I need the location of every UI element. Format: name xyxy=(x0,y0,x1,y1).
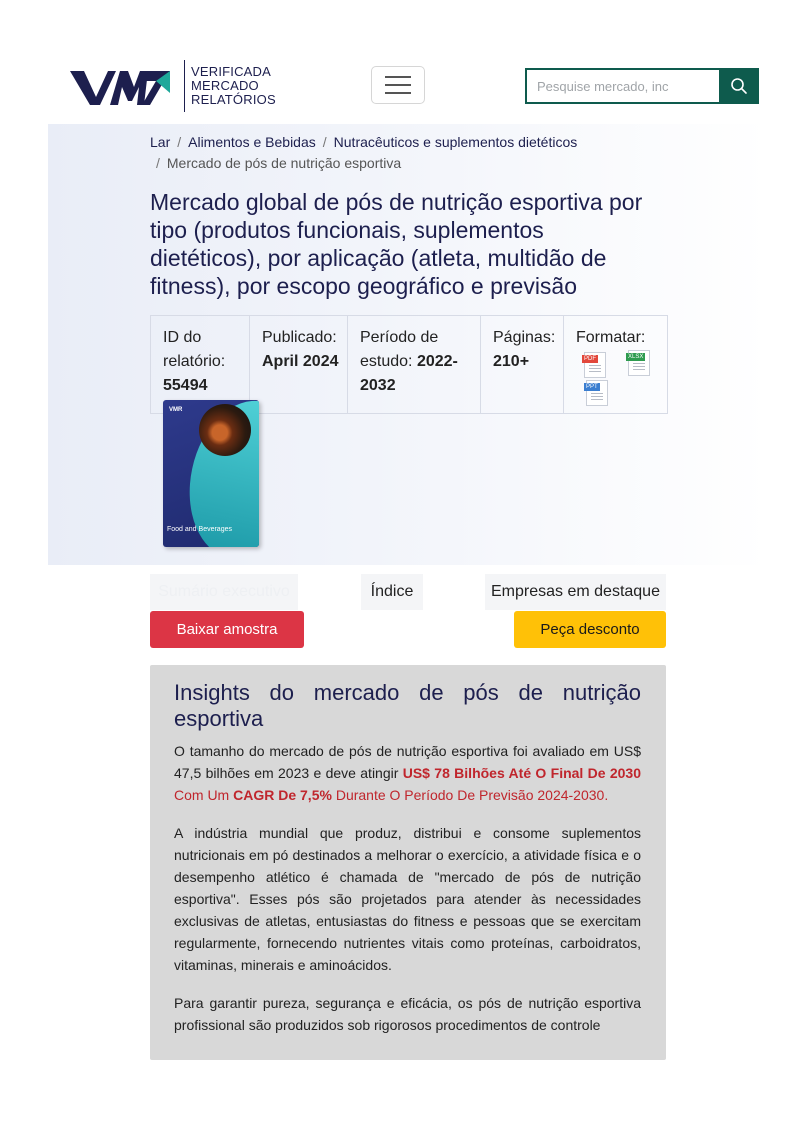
tab-featured-companies[interactable]: Empresas em destaque xyxy=(485,574,666,610)
breadcrumb-separator: / xyxy=(177,134,182,150)
tab-executive-summary[interactable]: Sumário executivo xyxy=(150,574,298,610)
site-logo[interactable] xyxy=(70,60,276,112)
insights-section xyxy=(150,665,666,1060)
breadcrumb-separator: / xyxy=(156,155,160,171)
pdf-lines xyxy=(589,365,601,373)
meta-id-value: 55494 xyxy=(163,377,208,394)
insights-paragraph-1 xyxy=(174,740,641,806)
ppt-icon[interactable] xyxy=(586,380,608,406)
meta-published-value: April 2024 xyxy=(262,353,339,370)
p1-intro: O tamanho do mercado de pós de nutrição esportiva foi avaliado em US$ 47,5 bilhões em 2023 e deve atingir xyxy=(174,743,641,781)
meta-period-label: Período de estudo: xyxy=(360,329,439,370)
page-title: Mercado global de pós de nutrição esportiva por tipo (produtos funcionais, suplementos dietéticos), por aplicação (atleta, multidão de fitness), por escopo geográfico e previsão xyxy=(150,189,643,299)
logo-wordmark xyxy=(191,65,276,107)
site-header xyxy=(0,0,793,124)
search-icon xyxy=(730,77,748,95)
p1-mid: Com Um xyxy=(174,787,234,803)
breadcrumb-subcategory-link[interactable]: Nutracêuticos e suplementos dietéticos xyxy=(333,134,578,150)
logo-line-2: MERCADO xyxy=(191,78,259,93)
p1-value: US$ 78 Bilhões Até O Final De 2030 xyxy=(402,765,641,781)
meta-format-label: Formatar: xyxy=(576,329,646,346)
menu-icon xyxy=(385,76,411,78)
meta-period-value: 2022-2032 xyxy=(360,353,458,394)
p1-end: Durante O Período De Previsão 2024-2030. xyxy=(331,787,609,803)
breadcrumb-separator: / xyxy=(322,134,327,150)
report-hero xyxy=(48,124,768,565)
tab-index[interactable]: Índice xyxy=(361,574,423,610)
meta-published xyxy=(250,316,348,413)
pdf-icon[interactable] xyxy=(584,352,606,378)
request-discount-button[interactable]: Peça desconto xyxy=(514,611,666,648)
meta-published-label: Publicado: xyxy=(262,329,337,346)
pdf-tag: PDF xyxy=(584,356,596,362)
xlsx-lines xyxy=(633,363,645,371)
breadcrumb-category-link[interactable]: Alimentos e Bebidas xyxy=(188,134,316,150)
vmr-logo-icon xyxy=(70,63,172,109)
cover-label: Food and Beverages xyxy=(167,526,232,533)
logo-line-1: VERIFICADA xyxy=(191,64,272,79)
ppt-lines xyxy=(591,393,603,401)
meta-report-id xyxy=(151,316,250,413)
breadcrumb-home-link[interactable]: Lar xyxy=(150,134,171,150)
download-sample-button[interactable]: Baixar amostra xyxy=(150,611,304,648)
xlsx-icon[interactable] xyxy=(628,350,650,376)
meta-pages xyxy=(481,316,564,413)
menu-icon-bar xyxy=(385,92,411,94)
report-cover-image xyxy=(163,400,259,547)
cover-photo xyxy=(199,404,251,456)
meta-study-period xyxy=(348,316,481,413)
meta-id-label: ID do relatório: xyxy=(163,329,226,370)
ppt-tag: PPT xyxy=(586,384,598,390)
format-icons xyxy=(576,350,665,410)
search-button[interactable] xyxy=(719,68,759,104)
search-input[interactable] xyxy=(525,68,719,104)
insights-title: Insights do mercado de pós de nutrição esportiva xyxy=(174,680,641,731)
meta-pages-value: 210+ xyxy=(493,353,530,370)
xlsx-tag: XLSX xyxy=(628,354,644,360)
breadcrumb xyxy=(150,132,620,174)
insights-paragraph-3: Para garantir pureza, segurança e eficácia, os pós de nutrição esportiva profissional são produzidos sob rigorosos procedimentos de controle xyxy=(174,995,641,1033)
meta-pages-label: Páginas: xyxy=(493,329,556,346)
menu-toggle-button[interactable] xyxy=(371,66,425,104)
insights-paragraph-2: A indústria mundial que produz, distribui e consome suplementos nutricionais em pó destinados a melhorar o exercício, a atividade física e o desempenho atlético é chamada de "mercado de pós de nutrição esportiva". Esses pós são projetados para atender às necessidades exclusivas de atletas, entusiastas do fitness e pessoas que se exercitam regularmente, fornecendo nutrientes vitais como proteínas, carboidratos, vitaminas, minerais e aminoácidos. xyxy=(174,825,641,973)
menu-icon-bar xyxy=(385,84,411,86)
breadcrumb-current: Mercado de pós de nutrição esportiva xyxy=(166,155,402,171)
insights-content xyxy=(174,680,641,1052)
search-bar xyxy=(525,68,759,104)
logo-line-3: RELATÓRIOS xyxy=(191,92,276,107)
logo-divider xyxy=(184,60,185,112)
meta-format xyxy=(564,316,665,413)
cover-brand: VMR xyxy=(169,407,183,413)
p1-cagr: CAGR De 7,5% xyxy=(233,787,332,803)
